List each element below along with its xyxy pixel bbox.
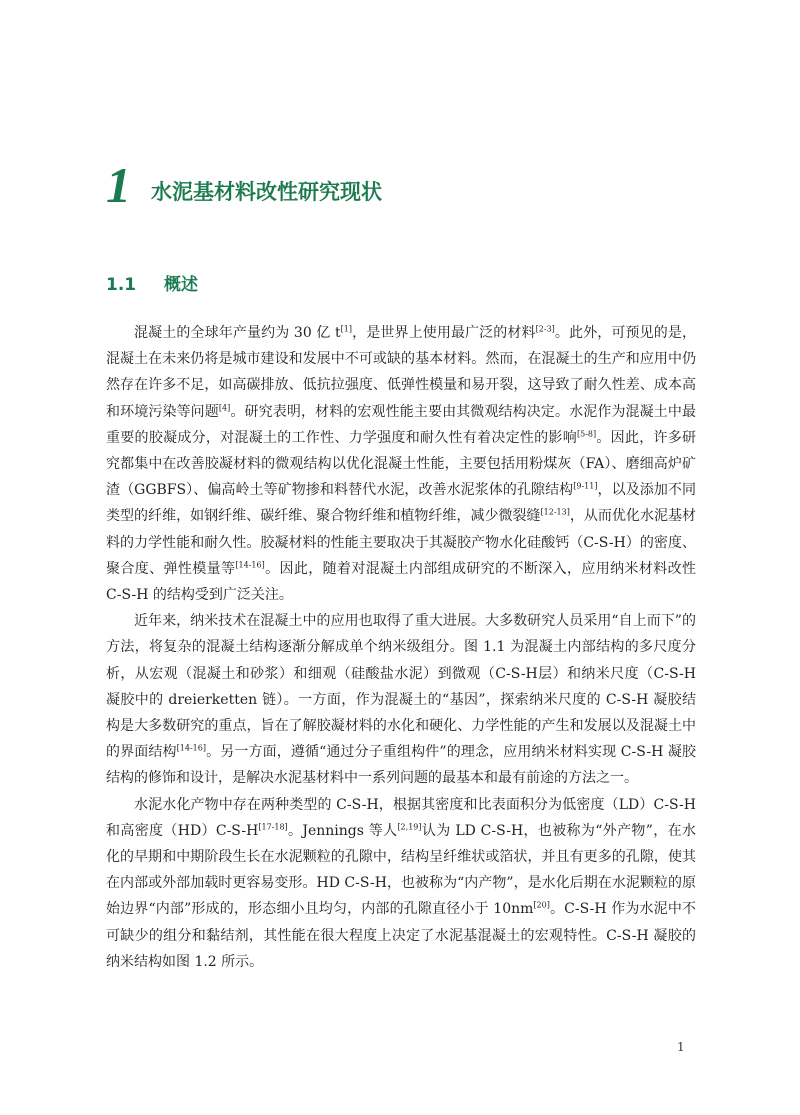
paragraph xyxy=(106,792,696,975)
paragraph xyxy=(106,608,696,791)
section-title: 概述 xyxy=(164,275,199,295)
citation: [12-13] xyxy=(540,507,570,517)
citation: [20] xyxy=(533,900,550,910)
chapter-heading xyxy=(106,157,382,213)
chapter-title: 水泥基材料改性研究现状 xyxy=(151,180,382,204)
paragraph-text: 。研究表明，材料的宏观性能主要由其微观结构决定。水泥作为混凝土中最重要的胶凝成分，对混凝土的工作性、力学强度和耐久性有着决定性的影响 xyxy=(106,403,697,446)
citation: [17-18] xyxy=(258,822,288,832)
section-number: 1.1 xyxy=(106,275,137,295)
paragraph-text: 。Jennings 等人 xyxy=(287,822,398,839)
citation: [2,19] xyxy=(397,822,422,832)
paragraph-text: 。此外，可预见的是，混凝土在未来仍将是城市建设和发展中不可或缺的基本材料。然而，在混凝土的生产和应用中仍然存在许多不足，如高碳排放、低抗拉强度、低弹性模量和易开裂，这导致了耐久性差、成本高和环境污染等问题 xyxy=(106,325,697,420)
citation: [9-11] xyxy=(573,481,598,491)
paragraph-text: 认为 LD C-S-H，也被称为“外产物”，在水化的早期和中期阶段生长在水泥颗粒的孔隙中，结构呈纤维状或箔状，并且有更多的孔隙，使其在内部或外部加载时更容易变形。HD C-S-H，也被称为“内产物”，是水化后期在水泥颗粒的原始边界“内部”形成的，形态细小且均匀，内部的孔隙直径小于 10nm xyxy=(106,822,696,918)
paragraph-text: 。因此，随着对混凝土内部组成研究的不断深入，应用纳米材料改性 C-S-H 的结构受到广泛关注。 xyxy=(106,560,696,604)
citation: [1] xyxy=(340,324,352,334)
paragraph-text: 近年来，纳米技术在混凝土中的应用也取得了重大进展。大多数研究人员采用“自上而下”的方法，将复杂的混凝土结构逐渐分解成单个纳米级组分。图 1.1 为混凝土内部结构的多尺度分析，从宏观（混凝土和砂浆）和细观（硅酸盐水泥）到微观（C-S-H层）和纳米尺度（C-S-H 凝胶中的 dreierketten 链）。一方面，作为混凝土的“基因”，探索纳米尺度的 C-S-H 凝胶结构是大多数研究的重点，旨在了解胶凝材料的水化和硬化、力学性能的产生和发展以及混凝土中的界面结构 xyxy=(106,613,696,761)
citation: [14-16] xyxy=(176,743,206,753)
citation: [2-3] xyxy=(535,324,555,334)
paragraph-text: 。另一方面，遵循“通过分子重组构件”的理念，应用纳米材料实现 C-S-H 凝胶结构的修饰和设计，是解决水泥基材料中一系列问题的最基本和最有前途的方法之一。 xyxy=(106,744,696,787)
citation: [5-8] xyxy=(576,429,597,439)
paragraph-text: ，以及添加不同类型的纤维，如钢纤维、碳纤维、聚合物纤维和植物纤维，减少微裂缝 xyxy=(106,482,697,525)
paragraph-text: 混凝土的全球年产量约为 30 亿 t xyxy=(134,325,341,341)
page-number: 1 xyxy=(677,1040,685,1054)
paragraph-text: 。因此，许多研究都集中在改善胶凝材料的微观结构以优化混凝土性能，主要包括用粉煤灰（FA）、磨细高炉矿渣（GGBFS）、偏高岭土等矿物掺和料替代水泥，改善水泥浆体的孔隙结构 xyxy=(106,429,697,499)
body-text xyxy=(106,320,696,975)
paragraph xyxy=(106,320,696,608)
chapter-number: 1 xyxy=(106,157,131,213)
paragraph-text: ，从而优化水泥基材料的力学性能和耐久性。胶凝材料的性能主要取决于其凝胶产物水化硅酸钙（C-S-H）的密度、聚合度、弹性模量等 xyxy=(106,508,696,577)
section-heading xyxy=(106,270,198,295)
citation: [14-16] xyxy=(235,560,265,570)
citation: [4] xyxy=(218,402,231,412)
paragraph-text: 。C-S-H 作为水泥中不可缺少的组分和黏结剂，其性能在很大程度上决定了水泥基混凝土的宏观特性。C-S-H 凝胶的纳米结构如图 1.2 所示。 xyxy=(106,901,696,970)
paragraph-text: 水泥水化产物中存在两种类型的 C-S-H，根据其密度和比表面积分为低密度（LD）C-S-H 和高密度（HD）C-S-H xyxy=(106,796,696,839)
paragraph-text: ，是世界上使用最广泛的材料 xyxy=(351,325,536,341)
